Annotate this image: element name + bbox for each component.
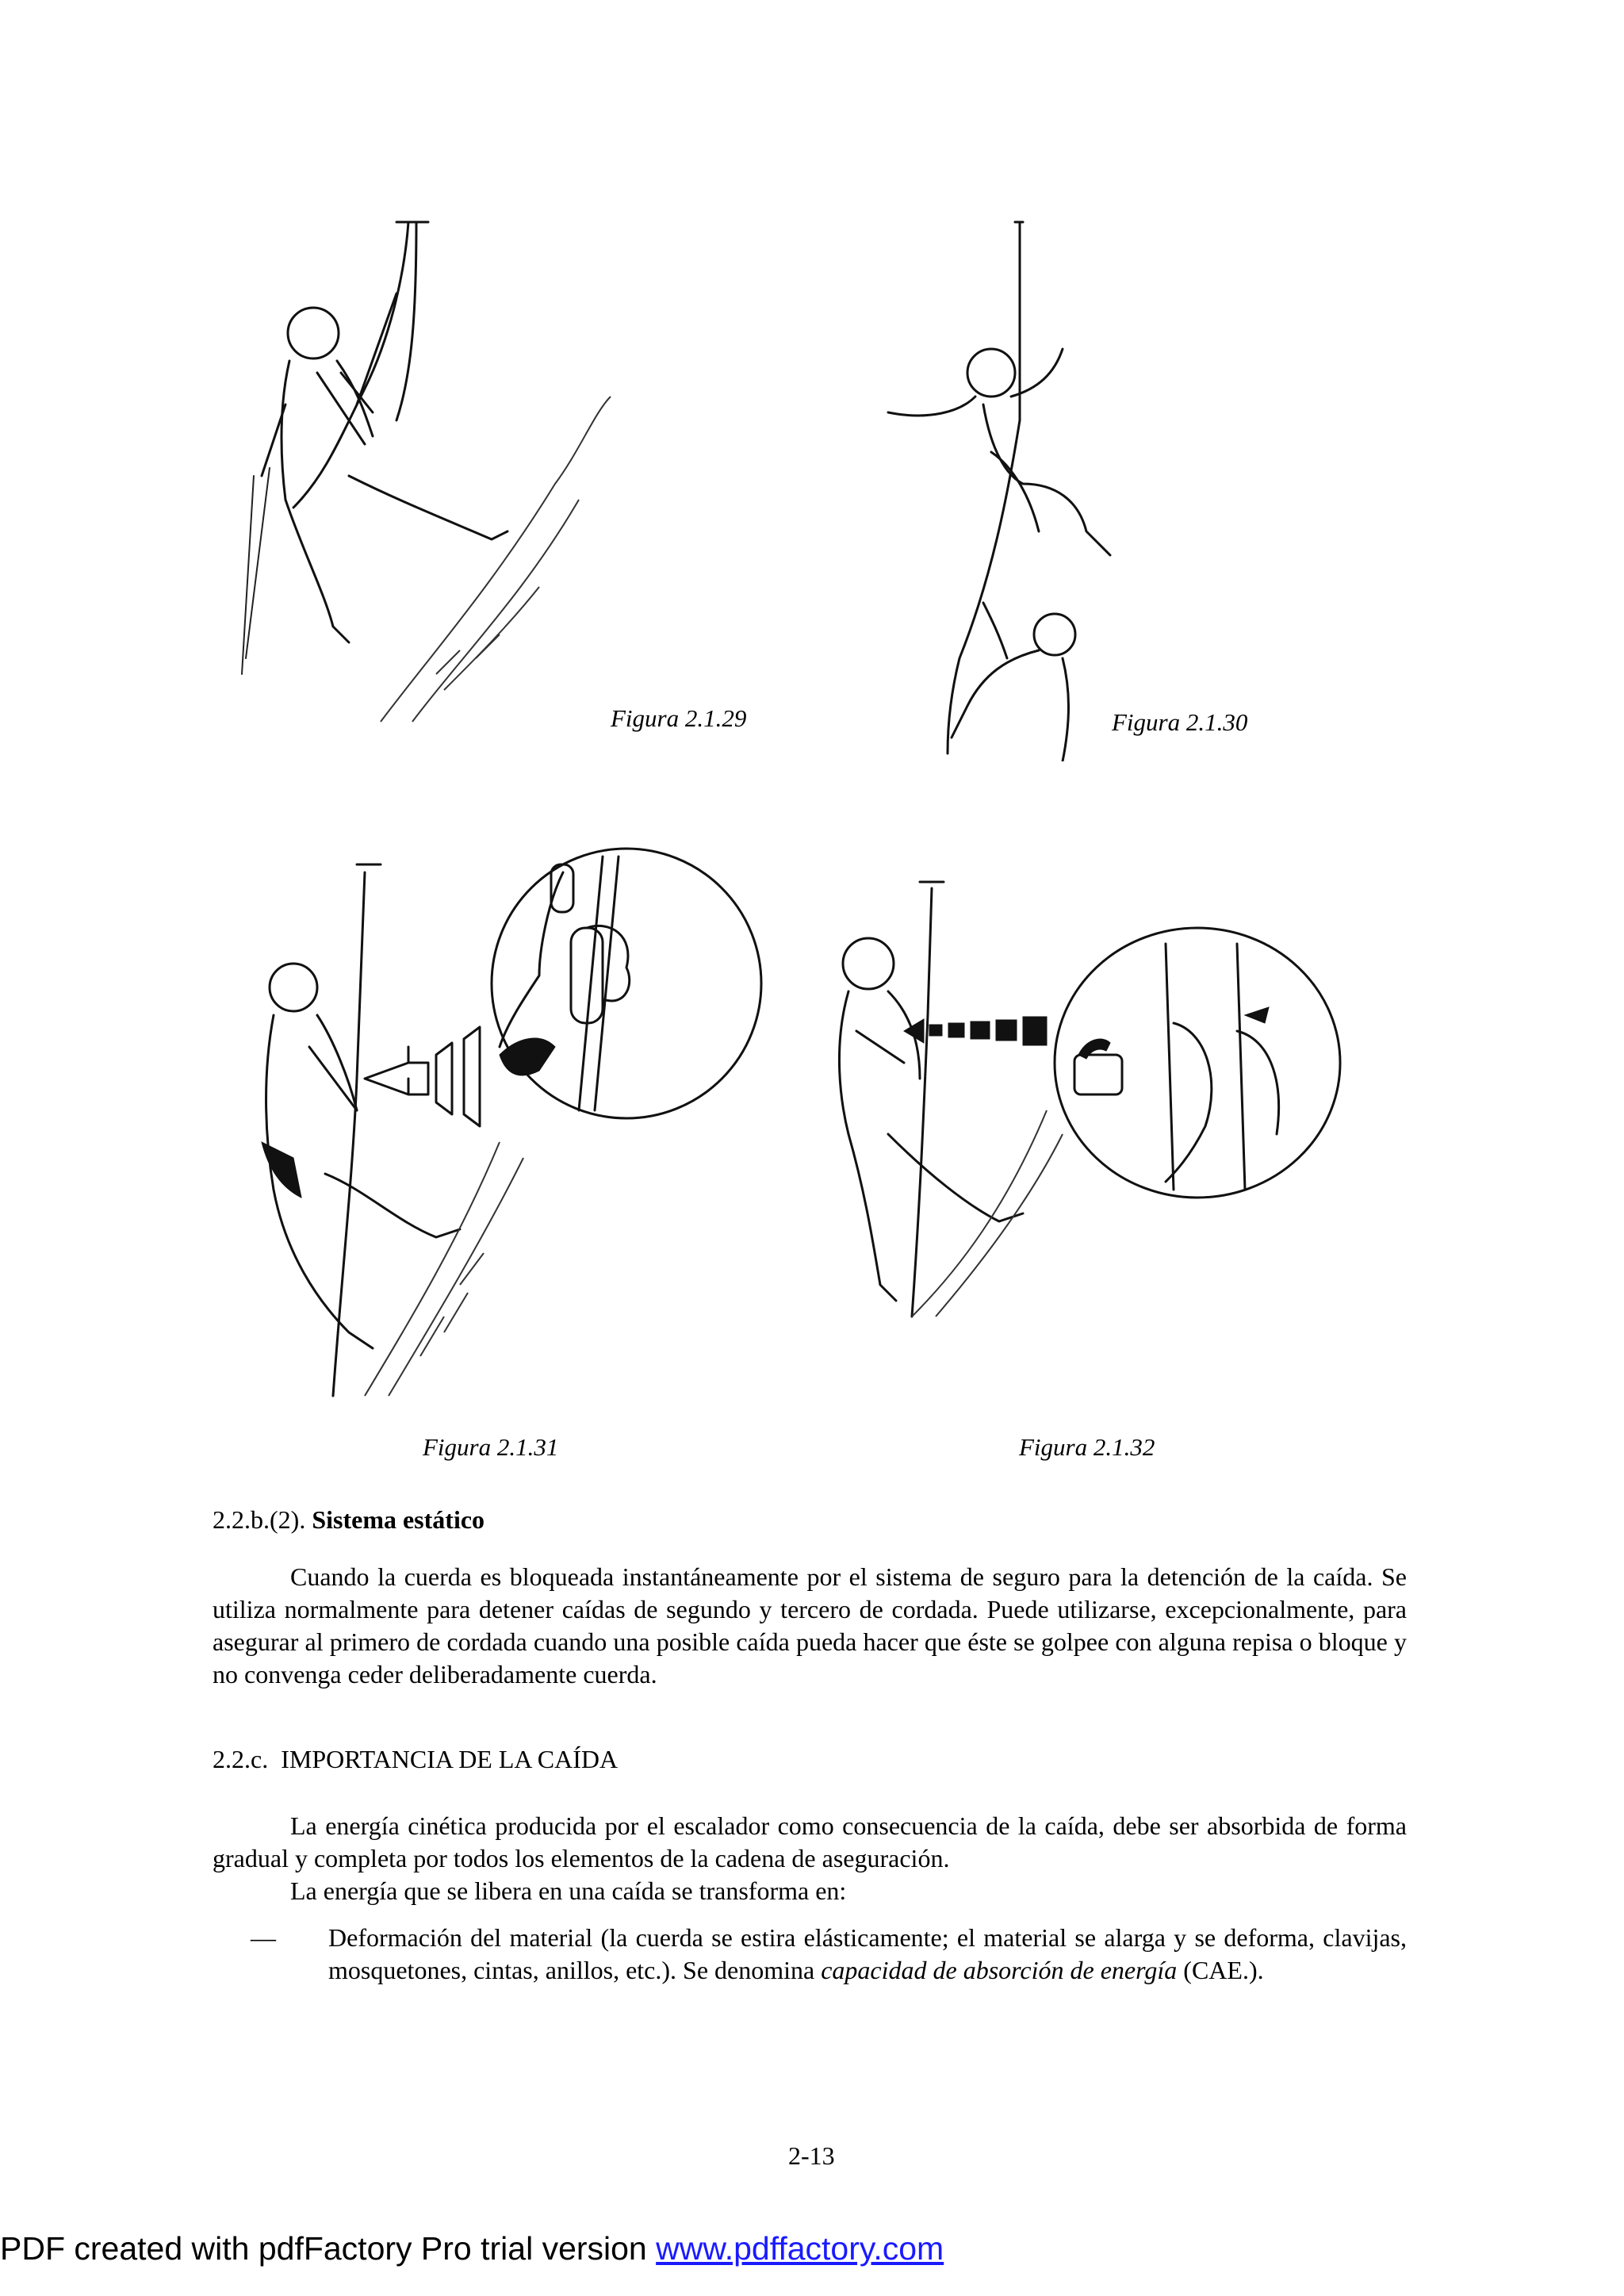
figure-2-1-29-illustration xyxy=(238,214,650,746)
list-item-text: Deformación del material (la cuerda se estira elásticamente; el material se alarga y se deforma, clavijas, mosquetones, cintas, anillos, etc.). Se denomina xyxy=(328,1923,1407,1984)
paragraph: La energía que se libera en una caída se transforma en: xyxy=(290,1876,847,1905)
section-heading-importance: 2.2.c. IMPORTANCIA DE LA CAÍDA xyxy=(213,1745,619,1773)
paragraph: La energía cinética producida por el escalador como consecuencia de la caída, debe ser absorbida de forma gradual y completa por todos los elementos de la cadena de aseguración. xyxy=(213,1811,1407,1872)
figure-caption: Figura 2.1.30 xyxy=(1112,708,1248,736)
section-number: 2.2.b.(2). xyxy=(213,1505,306,1534)
footer-text: PDF created with pdfFactory Pro trial version xyxy=(0,2230,657,2267)
list-item xyxy=(251,1922,1407,1987)
paragraph: Cuando la cuerda es bloqueada instantáneamente por el sistema de seguro para la detención de la caída. Se utiliza normalmente para detener caídas de segundo y tercero de cordada. Puede utilizarse, excepcionalmente, para asegurar al primero de cordada cuando una posible caída pueda hacer que éste se golpee con alguna repisa o bloque y no convenga ceder deliberadamente cuerda. xyxy=(213,1562,1407,1688)
figure-2-1-31-illustration xyxy=(238,841,777,1412)
figure-caption: Figura 2.1.31 xyxy=(423,1433,559,1461)
figure-2-1-32-illustration xyxy=(793,872,1356,1348)
list-item-end: (CAE.). xyxy=(1177,1956,1264,1984)
figure-caption: Figura 2.1.32 xyxy=(1019,1433,1155,1461)
section-title: Sistema estático xyxy=(312,1505,485,1534)
section-heading-static xyxy=(213,1505,485,1535)
page-number: 2-13 xyxy=(788,2141,835,2170)
list-dash: — xyxy=(251,1923,276,1952)
section-static-body xyxy=(213,1561,1407,1691)
section-importance-body xyxy=(213,1810,1407,1907)
footer-link[interactable]: www.pdffactory.com xyxy=(656,2230,944,2267)
figure-caption: Figura 2.1.29 xyxy=(611,704,747,732)
pdf-footer xyxy=(0,2230,944,2267)
figure-2-1-30-illustration xyxy=(872,214,1158,761)
list-item-italic: capacidad de absorción de energía xyxy=(821,1956,1178,1984)
